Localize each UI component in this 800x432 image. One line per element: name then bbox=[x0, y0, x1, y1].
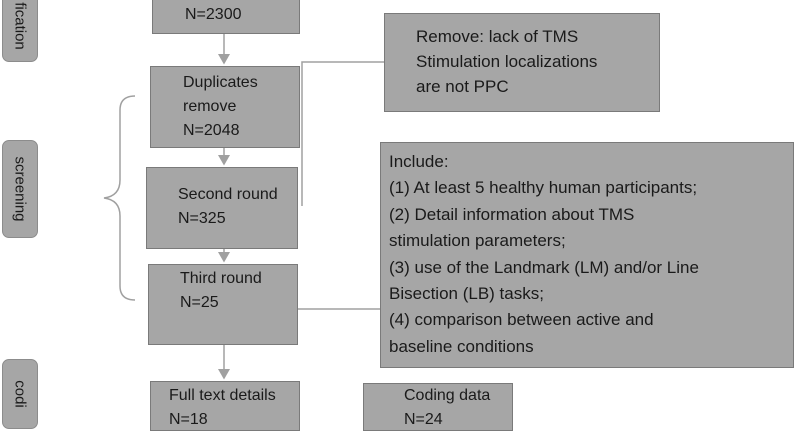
box-coding-title: Coding data bbox=[404, 387, 491, 404]
box-identified bbox=[152, 0, 300, 34]
box-second-round bbox=[146, 167, 298, 249]
include-heading: Include: bbox=[389, 152, 449, 171]
box-duplicates-count: N=2048 bbox=[183, 122, 240, 139]
connector-to-remove bbox=[302, 62, 384, 206]
include-item-3: (3) use of the Landmark (LM) and/or Line bbox=[389, 257, 699, 277]
include-item-2: (2) Detail information about TMS bbox=[389, 204, 635, 224]
box-identified-count: N=2300 bbox=[185, 6, 242, 23]
phase-identification bbox=[2, 0, 38, 62]
include-item-3-cont: Bisection (LB) tasks; bbox=[389, 284, 544, 304]
include-item-4-cont: baseline conditions bbox=[389, 336, 534, 356]
box-second-count: N=325 bbox=[178, 210, 226, 227]
box-coding-count: N=24 bbox=[404, 411, 443, 428]
include-item-1: (1) At least 5 healthy human participants; bbox=[389, 178, 698, 198]
box-full-text bbox=[150, 381, 300, 431]
include-item-4: (4) comparison between active and bbox=[389, 310, 654, 330]
phase-identification-label: fication bbox=[11, 2, 29, 50]
box-third-count: N=25 bbox=[180, 294, 219, 311]
box-third-round bbox=[148, 264, 298, 345]
remove-line1: Remove: lack of TMS bbox=[416, 27, 579, 46]
box-third-title: Third round bbox=[180, 270, 262, 287]
box-fulltext-title: Full text details bbox=[169, 387, 276, 404]
box-duplicates-line2: remove bbox=[183, 98, 237, 115]
box-remove-criteria bbox=[384, 13, 660, 112]
box-duplicates-line1: Duplicates bbox=[183, 74, 258, 91]
box-coding-data bbox=[363, 383, 513, 431]
phase-screening bbox=[2, 140, 38, 238]
box-second-title: Second round bbox=[178, 186, 278, 203]
box-duplicates-removed bbox=[150, 66, 300, 148]
phase-coding-label: codi bbox=[11, 380, 29, 408]
include-item-2-cont: stimulation parameters; bbox=[389, 231, 566, 251]
remove-line3: are not PPC bbox=[416, 77, 509, 96]
box-fulltext-count: N=18 bbox=[169, 411, 208, 428]
screening-brace bbox=[104, 96, 135, 300]
box-include-criteria bbox=[380, 142, 794, 368]
phase-screening-label: screening bbox=[11, 156, 29, 222]
remove-line2: Stimulation localizations bbox=[416, 52, 598, 71]
